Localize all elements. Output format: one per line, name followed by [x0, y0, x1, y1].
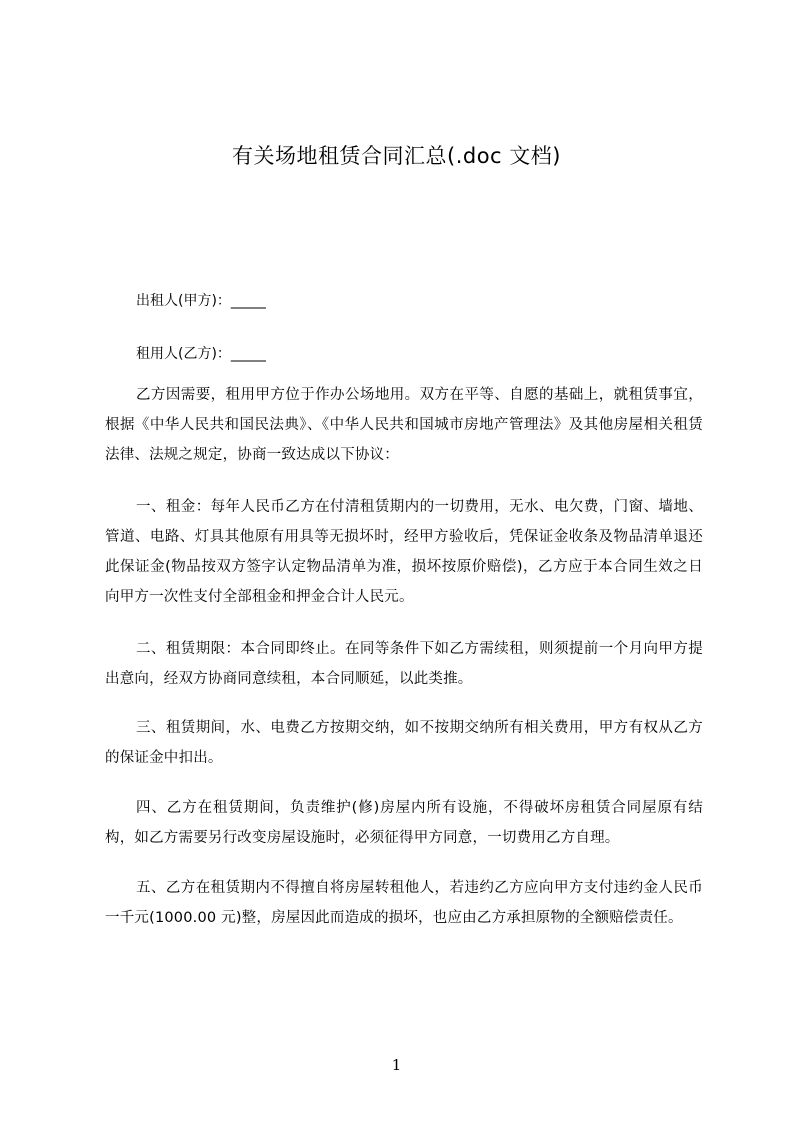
clause-sublease: 五、乙方在租赁期内不得擅自将房屋转租他人，若违约乙方应向甲方支付违约金人民币一千元(1000.00 元)整，房屋因此而造成的损坏，也应由乙方承担原物的全额赔偿责任。: [105, 880, 703, 926]
page-number: 1: [391, 1056, 402, 1074]
lessee-line: 租用人(乙方)：_____: [136, 346, 266, 362]
clause-lease-term: 二、租赁期限：本合同即终止。在同等条件下如乙方需续租，则须提前一个月向甲方提出意向，经双方协商同意续租，本合同顺延，以此类推。: [105, 641, 703, 687]
clause-maintenance: 四、乙方在租赁期间，负责维护(修)房屋内所有设施，不得破坏房租赁合同屋原有结构，如乙方需要另行改变房屋设施时，必须征得甲方同意，一切费用乙方自理。: [105, 800, 703, 846]
document-title: 有关场地租赁合同汇总(.doc 文档): [232, 144, 561, 168]
lessor-line: 出租人(甲方)：_____: [136, 293, 266, 309]
clause-utilities: 三、租赁期间，水、电费乙方按期交纳，如不按期交纳所有相关费用，甲方有权从乙方的保证金中扣出。: [105, 720, 703, 766]
intro-paragraph: 乙方因需要，租用甲方位于作办公场地用。双方在平等、自愿的基础上，就租赁事宜，根据《中华人民共和国民法典》、《中华人民共和国城市房地产管理法》及其他房屋相关租赁法律、法规之规定，协商一致达成以下协议：: [105, 387, 703, 463]
clause-rent: 一、租金：每年人民币乙方在付清租赁期内的一切费用，无水、电欠费，门窗、墙地、管道、电路、灯具其他原有用具等无损坏时，经甲方验收后，凭保证金收条及物品清单退还此保证金(物品按双方签字认定物品清单为准，损坏按原价赔偿)，乙方应于本合同生效之日向甲方一次性支付全部租金和押金合计人民元。: [105, 499, 703, 605]
